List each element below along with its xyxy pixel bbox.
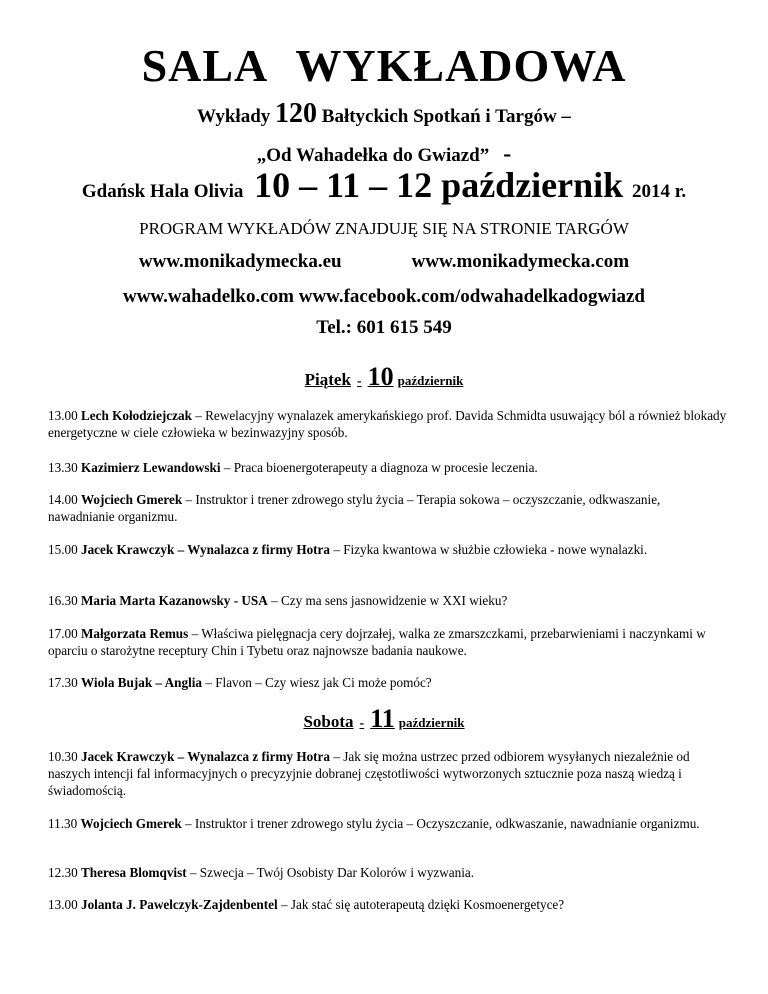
day-heading-saturday — [0, 702, 768, 741]
day-number: 10 — [367, 362, 394, 391]
schedule-entry: 15.00 Jacek Krawczyk – Wynalazca z firmy Hotra – Fizyka kwantowa w służbie człowieka - nowe wynalazki. — [48, 542, 648, 557]
links-row-2[interactable]: www.wahadelko.com www.facebook.com/odwahadelkadogwiazd — [122, 286, 645, 307]
weekday-label: Sobota — [303, 712, 354, 731]
event-line-3 — [0, 160, 768, 217]
link-monikadymecka-eu[interactable]: www.monikadymecka.eu — [138, 251, 342, 272]
day-dash: - — [359, 716, 365, 731]
event-year: 2014 r. — [631, 181, 687, 202]
speaker-name: Lech Kołodziejczak — [80, 408, 192, 423]
schedule-entry: 12.30 Theresa Blomqvist – Szwecja – Twój Osobisty Dar Kolorów i wyzwania. — [48, 865, 475, 880]
event-name: „Od Wahadełka do Gwiazd” — [256, 145, 490, 166]
event-line-1-a: Wykłady — [197, 106, 271, 127]
speaker-name: Małgorzata Remus — [80, 626, 189, 641]
event-line-1 — [0, 96, 768, 135]
schedule-entry: 11.30 Wojciech Gmerek – Instruktor i trener zdrowego stylu życia – Oczyszczanie, odkwaszanie, nawadnianie organizmu. — [48, 816, 700, 831]
event-dates: 10 – 11 – 12 październik — [254, 165, 624, 205]
speaker-name: Jacek Krawczyk – Wynalazca z firmy Hotra — [80, 749, 331, 764]
month-label: październik — [397, 373, 464, 388]
event-line-1-b: Bałtyckich Spotkań i Targów – — [321, 106, 571, 127]
schedule-entry: 13.30 Kazimierz Lewandowski – Praca bioenergoterapeuty a diagnoza w procesie leczenia. — [48, 460, 538, 475]
schedule-entry: 14.00 Wojciech Gmerek – Instruktor i trener zdrowego stylu życia – Terapia sokowa – oczyszczanie, odkwaszanie, nawadnianie organizmu. — [48, 492, 661, 524]
link-monikadymecka-com[interactable]: www.monikadymecka.com — [411, 251, 630, 272]
month-label: październik — [398, 715, 465, 730]
schedule-entry: 17.30 Wiola Bujak – Anglia – Flavon – Czy wiesz jak Ci może pomóc? — [48, 675, 432, 690]
links-row-1 — [0, 248, 768, 276]
day-heading-friday — [0, 360, 768, 399]
schedule-entry: 17.00 Małgorzata Remus – Właściwa pielęgnacja cery dojrzałej, walka ze zmarszczkami, przebarwieniami i naczynkami w oparciu o starożytne receptury Chin i Tybetu oraz najnowsze badania naukowe. — [48, 626, 706, 658]
phone-number: Tel.: 601 615 549 — [316, 317, 452, 338]
speaker-name: Jolanta J. Pawelczyk-Zajdenbentel — [80, 897, 278, 912]
speaker-name: Wiola Bujak – Anglia — [80, 675, 203, 690]
schedule-entry: 13.00 Lech Kołodziejczak – Rewelacyjny wynalazek amerykańskiego prof. Davida Schmidta usuwający ból a również blokady energetyczne w ciele człowieka w bezinwazyjny sposób. — [48, 408, 727, 440]
event-place: Gdańsk Hala Olivia — [81, 181, 244, 202]
event-line-2-dash: - — [503, 141, 512, 167]
speaker-name: Kazimierz Lewandowski — [80, 460, 221, 475]
schedule-entry: 13.00 Jolanta J. Pawelczyk-Zajdenbentel – Jak stać się autoterapeutą dzięki Kosmoenergetyce? — [48, 897, 565, 912]
schedule-entry: 10.30 Jacek Krawczyk – Wynalazca z firmy Hotra – Jak się można ustrzec przed odbiorem wysyłanych niezależnie od naszych intencji fal informacyjnych o precyzyjnie dobranej częstotliwości wytworzonych sztucznie poza naszą wiedzą i świadomością. — [48, 749, 690, 798]
day-dash: - — [356, 374, 362, 389]
weekday-label: Piątek — [304, 370, 351, 389]
day-number: 11 — [370, 704, 395, 733]
speaker-name: Wojciech Gmerek — [80, 816, 182, 831]
page-title: SALA WYKŁADOWA — [141, 40, 627, 91]
speaker-name: Theresa Blomqvist — [80, 865, 187, 880]
speaker-name: Jacek Krawczyk – Wynalazca z firmy Hotra — [80, 542, 331, 557]
program-note: PROGRAM WYKŁADÓW ZNAJDUJĘ SIĘ NA STRONIE TARGÓW — [139, 219, 629, 238]
event-number: 120 — [275, 98, 318, 129]
speaker-name: Maria Marta Kazanowsky - USA — [80, 593, 268, 608]
speaker-name: Wojciech Gmerek — [80, 492, 183, 507]
schedule-entry: 16.30 Maria Marta Kazanowsky - USA – Czy ma sens jasnowidzenie w XXI wieku? — [48, 593, 508, 608]
